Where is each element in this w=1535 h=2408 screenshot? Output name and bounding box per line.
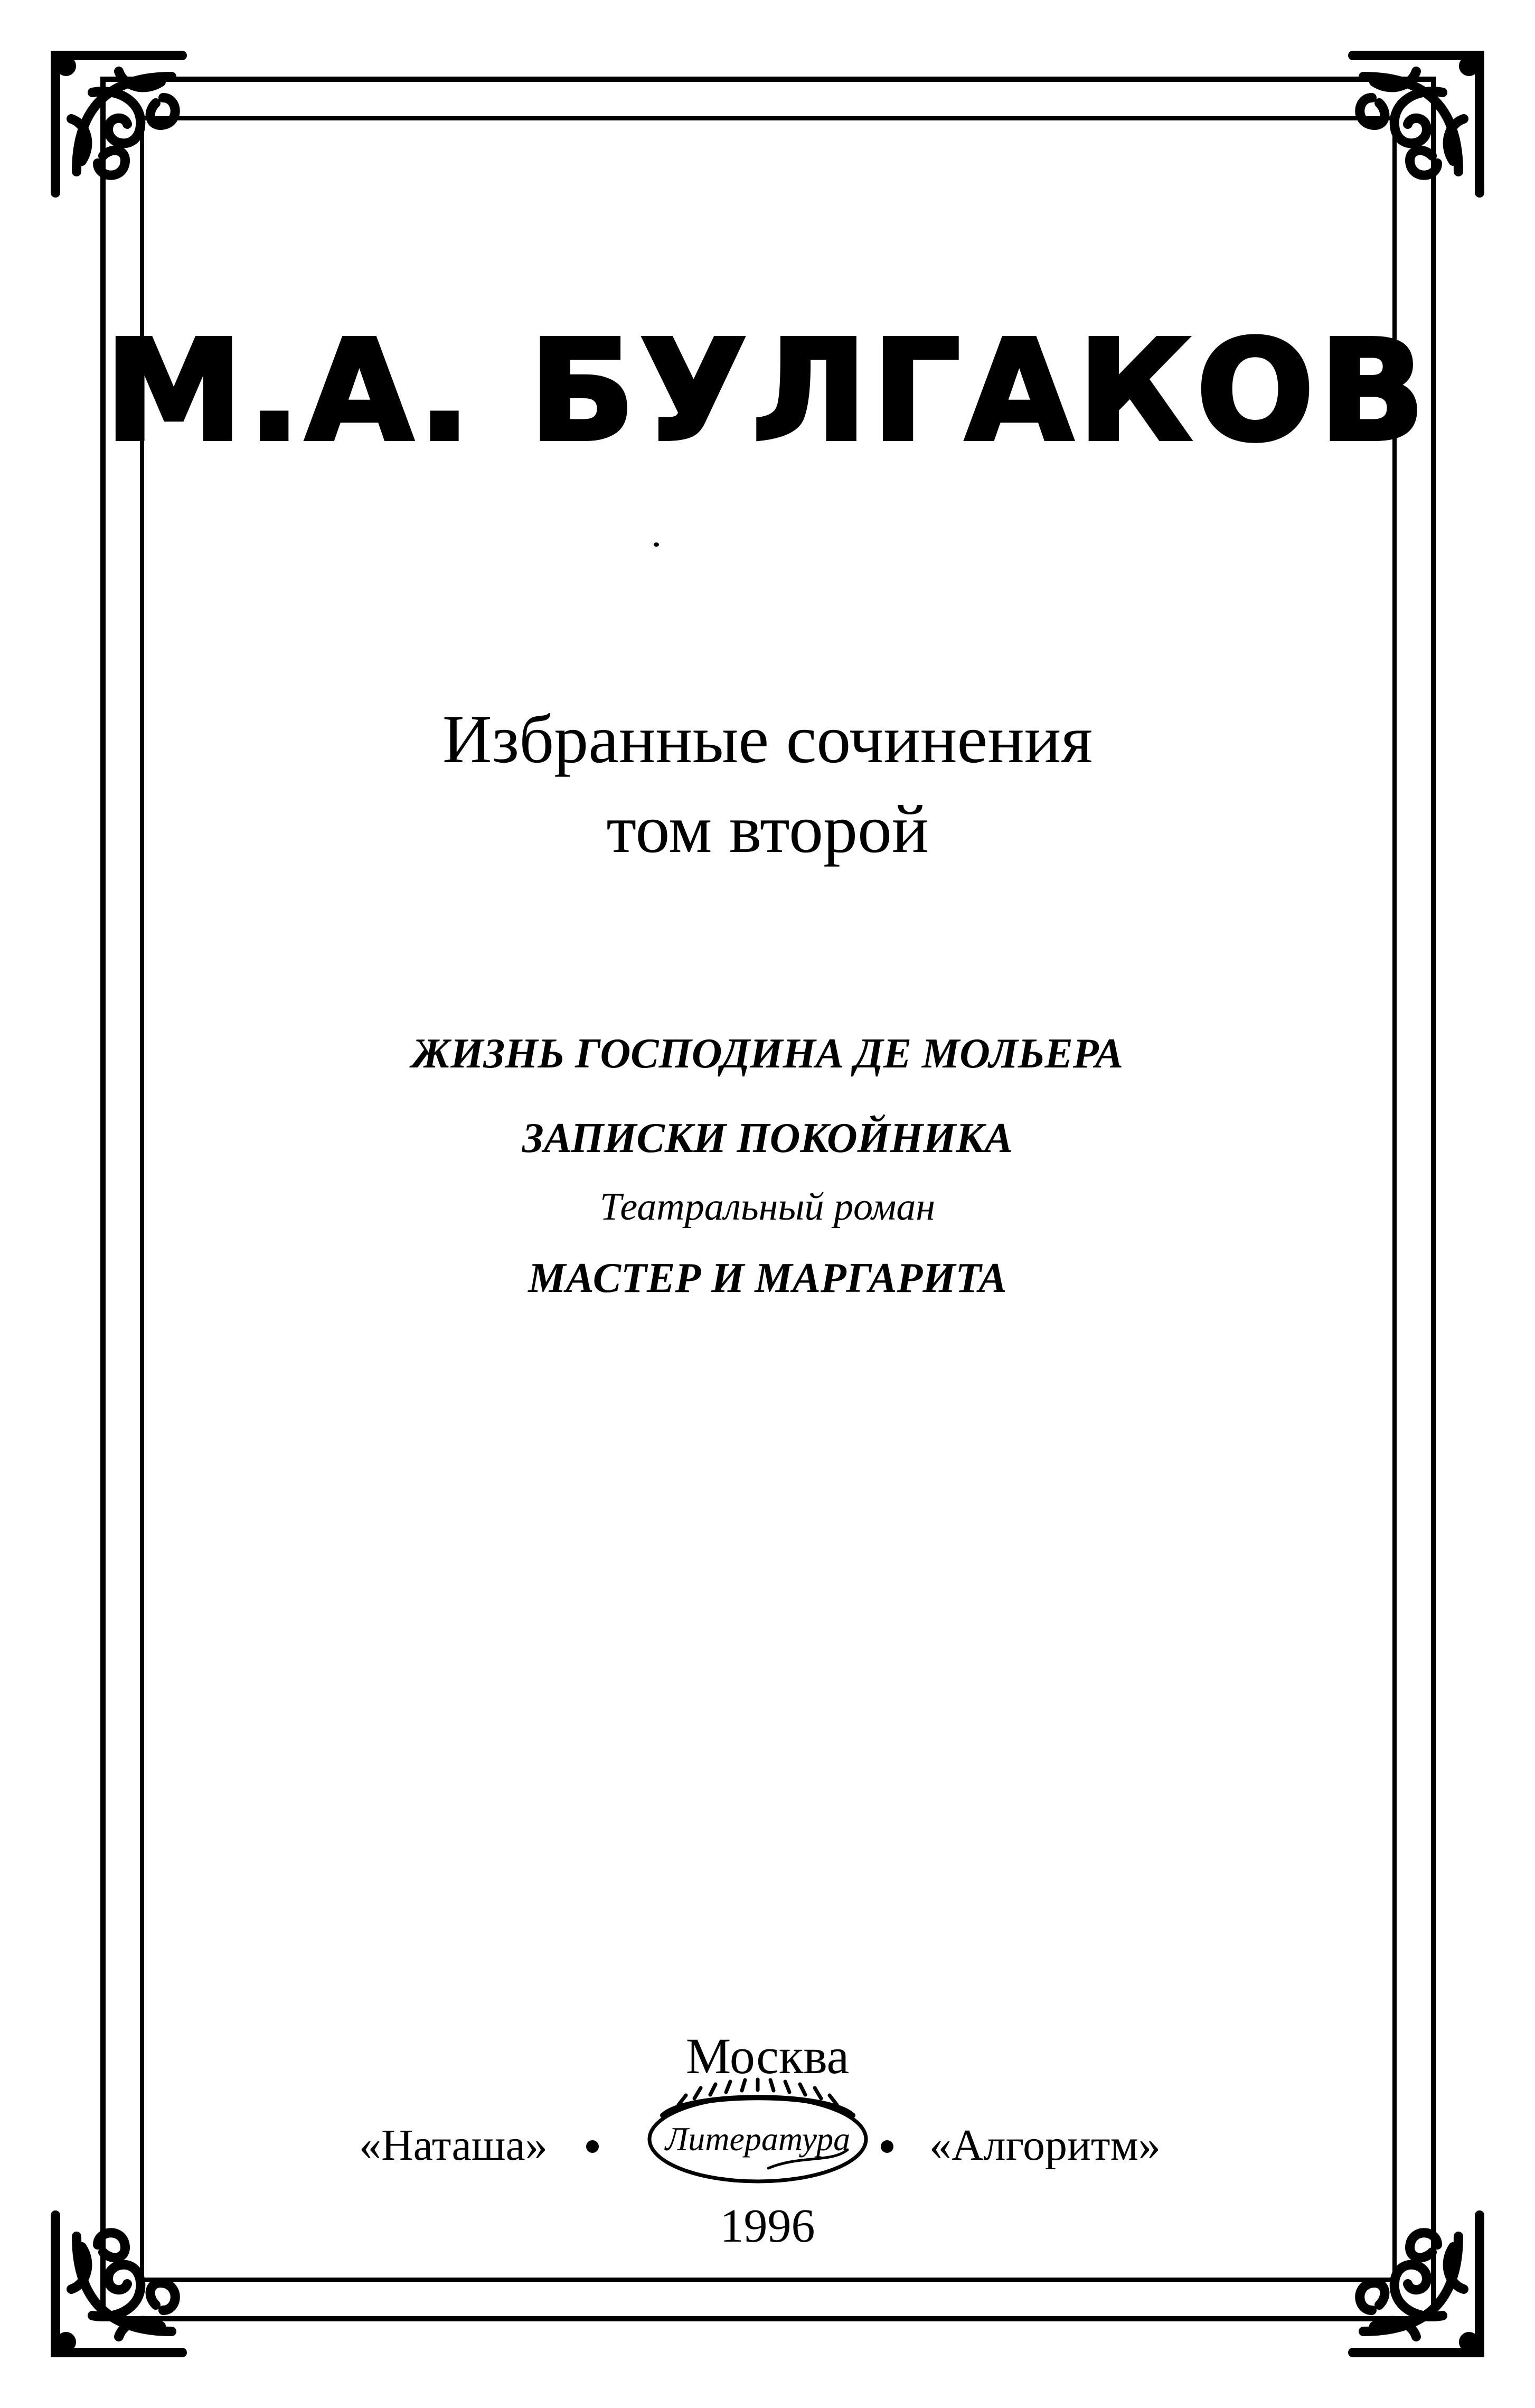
work-title: МАСТЕР И МАРГАРИТА <box>528 1255 1007 1301</box>
collection-title: Избранные сочинения <box>442 701 1093 777</box>
author-name: М.А. БУЛГАКОВ <box>105 311 1430 472</box>
separator-dot <box>586 2140 599 2153</box>
publisher-logo <box>642 2076 874 2197</box>
logo-text: Литература <box>665 2120 851 2158</box>
volume-label: том второй <box>606 791 929 867</box>
publication-city: Москва <box>685 2028 850 2084</box>
work-subtitle: Театральный роман <box>599 1185 936 1229</box>
corner-ornament-icon <box>1342 45 1490 203</box>
work-title: ЖИЗНЬ ГОСПОДИНА ДЕ МОЛЬЕРА <box>411 1030 1124 1077</box>
publisher-name: «Алгоритм» <box>929 2121 1161 2170</box>
publication-year: 1996 <box>720 2200 815 2252</box>
publisher-name: «Наташа» <box>359 2121 548 2170</box>
print-speck <box>654 542 659 547</box>
work-title: ЗАПИСКИ ПОКОЙНИКА <box>522 1115 1013 1161</box>
separator-dot <box>881 2140 893 2153</box>
corner-ornament-icon <box>45 45 193 203</box>
